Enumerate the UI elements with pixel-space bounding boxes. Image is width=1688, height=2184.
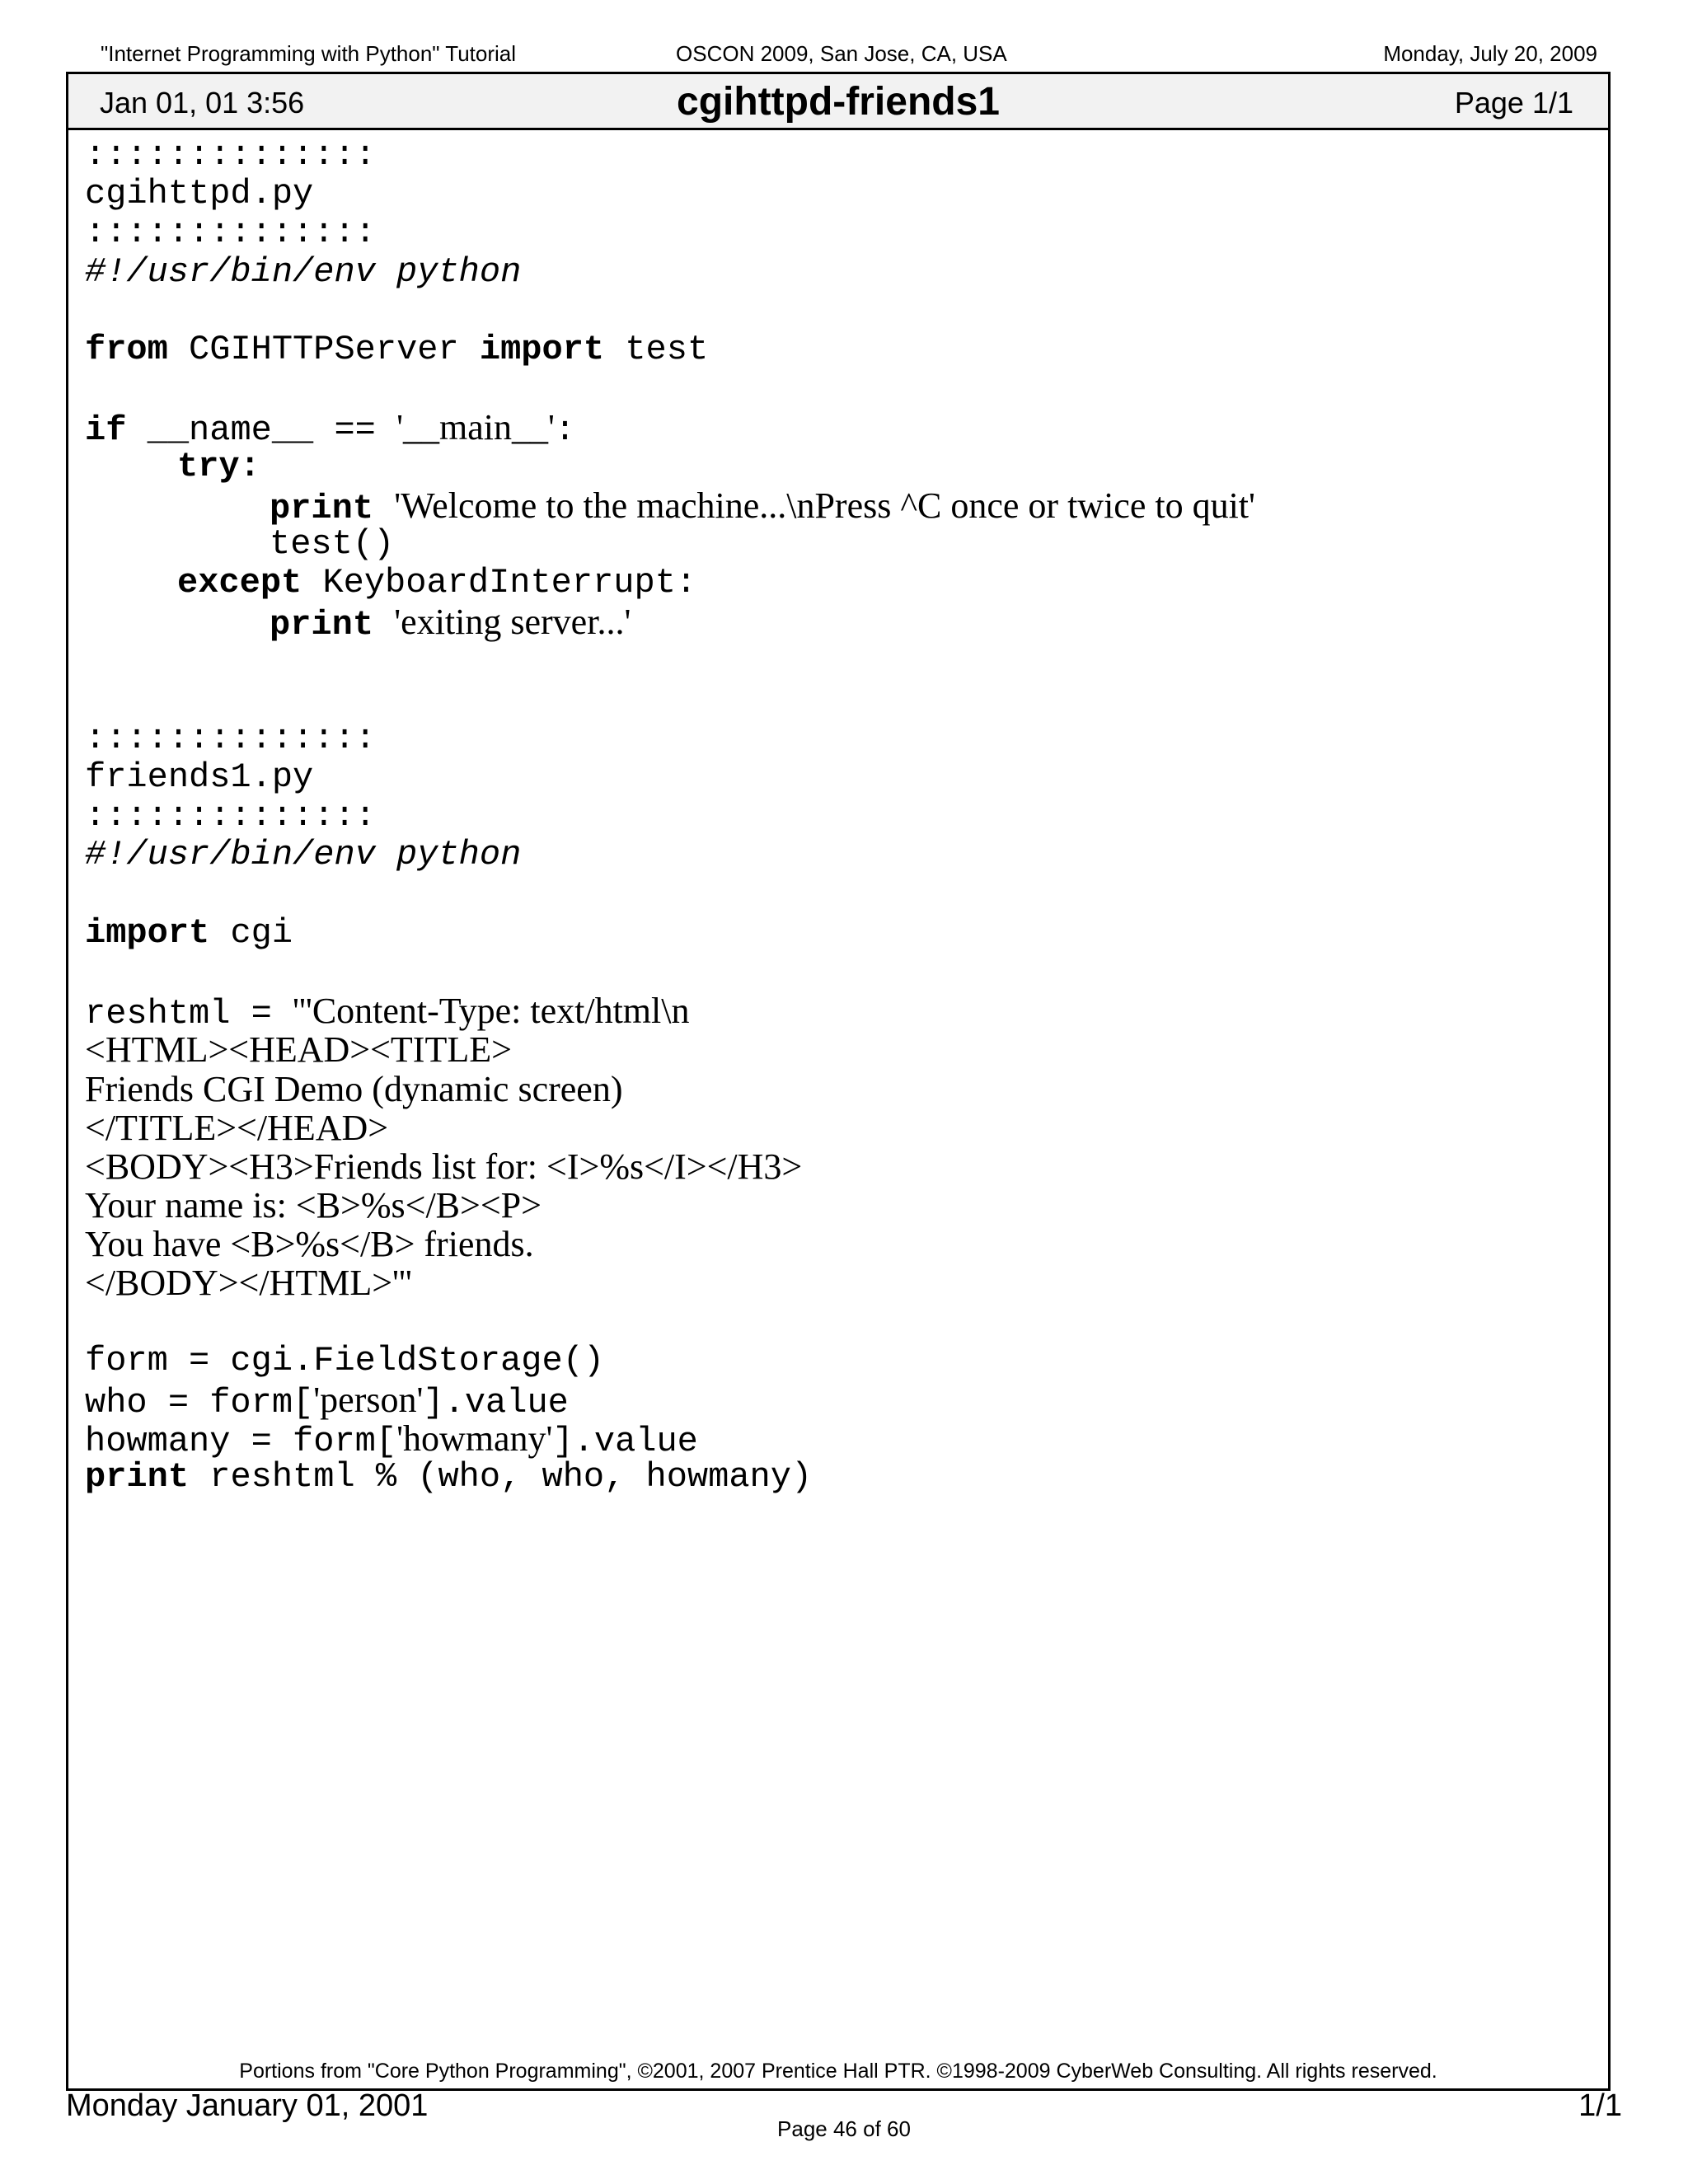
code-sheet [66,72,1611,2091]
string-literal: '''Content-Type: text/html\n [293,991,690,1032]
code-line [85,914,1592,953]
code-line-blank [85,1303,1592,1342]
code-line [85,991,1592,1034]
code-line [85,797,1592,836]
code-line [85,485,1592,528]
code-line [85,1458,1592,1497]
string-line: <BODY><H3>Friends list for: <I>%s</I></H3> [85,1146,803,1187]
tutorial-title: "Internet Programming with Python" Tutorial [101,41,517,66]
code-line [85,1418,1592,1462]
sheet-page: Page 1/1 [1454,86,1573,120]
code-text: KeyboardInterrupt: [302,563,697,603]
string-literal: 'Welcome to the machine...\nPress ^C once or twice to quit' [394,485,1255,526]
keyword: import [85,912,210,953]
code-line [85,564,1592,602]
string-line: <HTML><HEAD><TITLE> [85,1029,512,1071]
code-text: test() [270,523,395,564]
code-line [85,330,1592,369]
code-line [85,213,1592,252]
code-line [85,758,1592,797]
code-listing [85,136,1592,1497]
keyword: print [270,605,374,645]
code-line-blank [85,292,1592,330]
code-line [85,1380,1592,1422]
code-line-blank [85,369,1592,408]
code-line [85,719,1592,758]
code-line [85,1342,1592,1380]
page-number: Page 46 of 60 [777,2116,911,2141]
code-text: howmany = form[ [85,1422,397,1462]
code-line [85,602,1592,645]
keyword: except [177,563,302,603]
conference-name: OSCON 2009, San Jose, CA, USA [676,41,1007,66]
keyword: from [85,329,168,369]
keyword: print [85,1457,190,1497]
code-text: test [604,329,709,369]
sheet-title: cgihttpd-friends1 [677,80,1000,124]
code-line [85,136,1592,175]
code-text: ].value [552,1422,698,1462]
code-text: ].value [423,1383,569,1422]
file-separator: :::::::::::::: [85,135,376,175]
shebang-comment: #!/usr/bin/env python [85,251,522,292]
keyword: try: [177,446,260,486]
header-date: Monday, July 20, 2009 [1383,41,1597,66]
keyword: import [479,329,605,369]
running-header [66,41,1597,69]
code-line [85,836,1592,874]
file-separator: :::::::::::::: [85,796,376,837]
file-separator: :::::::::::::: [85,718,376,758]
code-text: reshtml = [85,994,293,1034]
string-line: </TITLE></HEAD> [85,1107,389,1148]
code-text: CGIHTTPServer [167,329,480,369]
code-text: reshtml % (who, who, howmany) [189,1457,813,1497]
string-line: You have <B>%s</B> friends. [85,1224,534,1265]
keyword: if [85,410,127,451]
string-literal: '__main__' [396,407,555,448]
code-line [85,175,1592,213]
print-date: Monday January 01, 2001 [66,2088,429,2123]
code-text: : [554,410,576,451]
file-separator: :::::::::::::: [85,213,376,253]
code-line-blank [85,875,1592,914]
string-literal: 'exiting server...' [394,602,631,643]
code-text: who = form[ [85,1383,314,1422]
copyright-notice: Portions from "Core Python Programming", ©2001, 2007 Prentice Hall PTR. ©1998-2009 CyberWeb Consulting. All rights reserved. [239,2060,1437,2083]
code-text: form = cgi.FieldStorage() [85,1340,605,1380]
code-line-blank [85,681,1592,719]
shebang-comment: #!/usr/bin/env python [85,835,522,875]
string-literal: 'howmany' [396,1418,553,1460]
string-line: Your name is: <B>%s</B><P> [85,1185,542,1226]
string-line: </BODY></HTML>''' [85,1263,412,1304]
string-literal: 'person' [313,1380,424,1420]
code-text: __name__ == [126,410,397,451]
sheet-date: Jan 01, 01 3:56 [100,86,305,120]
sheet-header [68,74,1608,130]
code-line-blank [85,953,1592,991]
sheet-count: 1/1 [1578,2088,1622,2123]
code-line-blank [85,641,1592,680]
code-line [85,525,1592,564]
keyword: print [270,488,374,528]
code-line [85,448,1592,486]
string-line: Friends CGI Demo (dynamic screen) [85,1068,623,1109]
code-line [85,253,1592,292]
file-name: cgihttpd.py [85,174,314,214]
file-name: friends1.py [85,757,314,797]
code-line [85,407,1592,451]
code-text: cgi [209,912,293,953]
